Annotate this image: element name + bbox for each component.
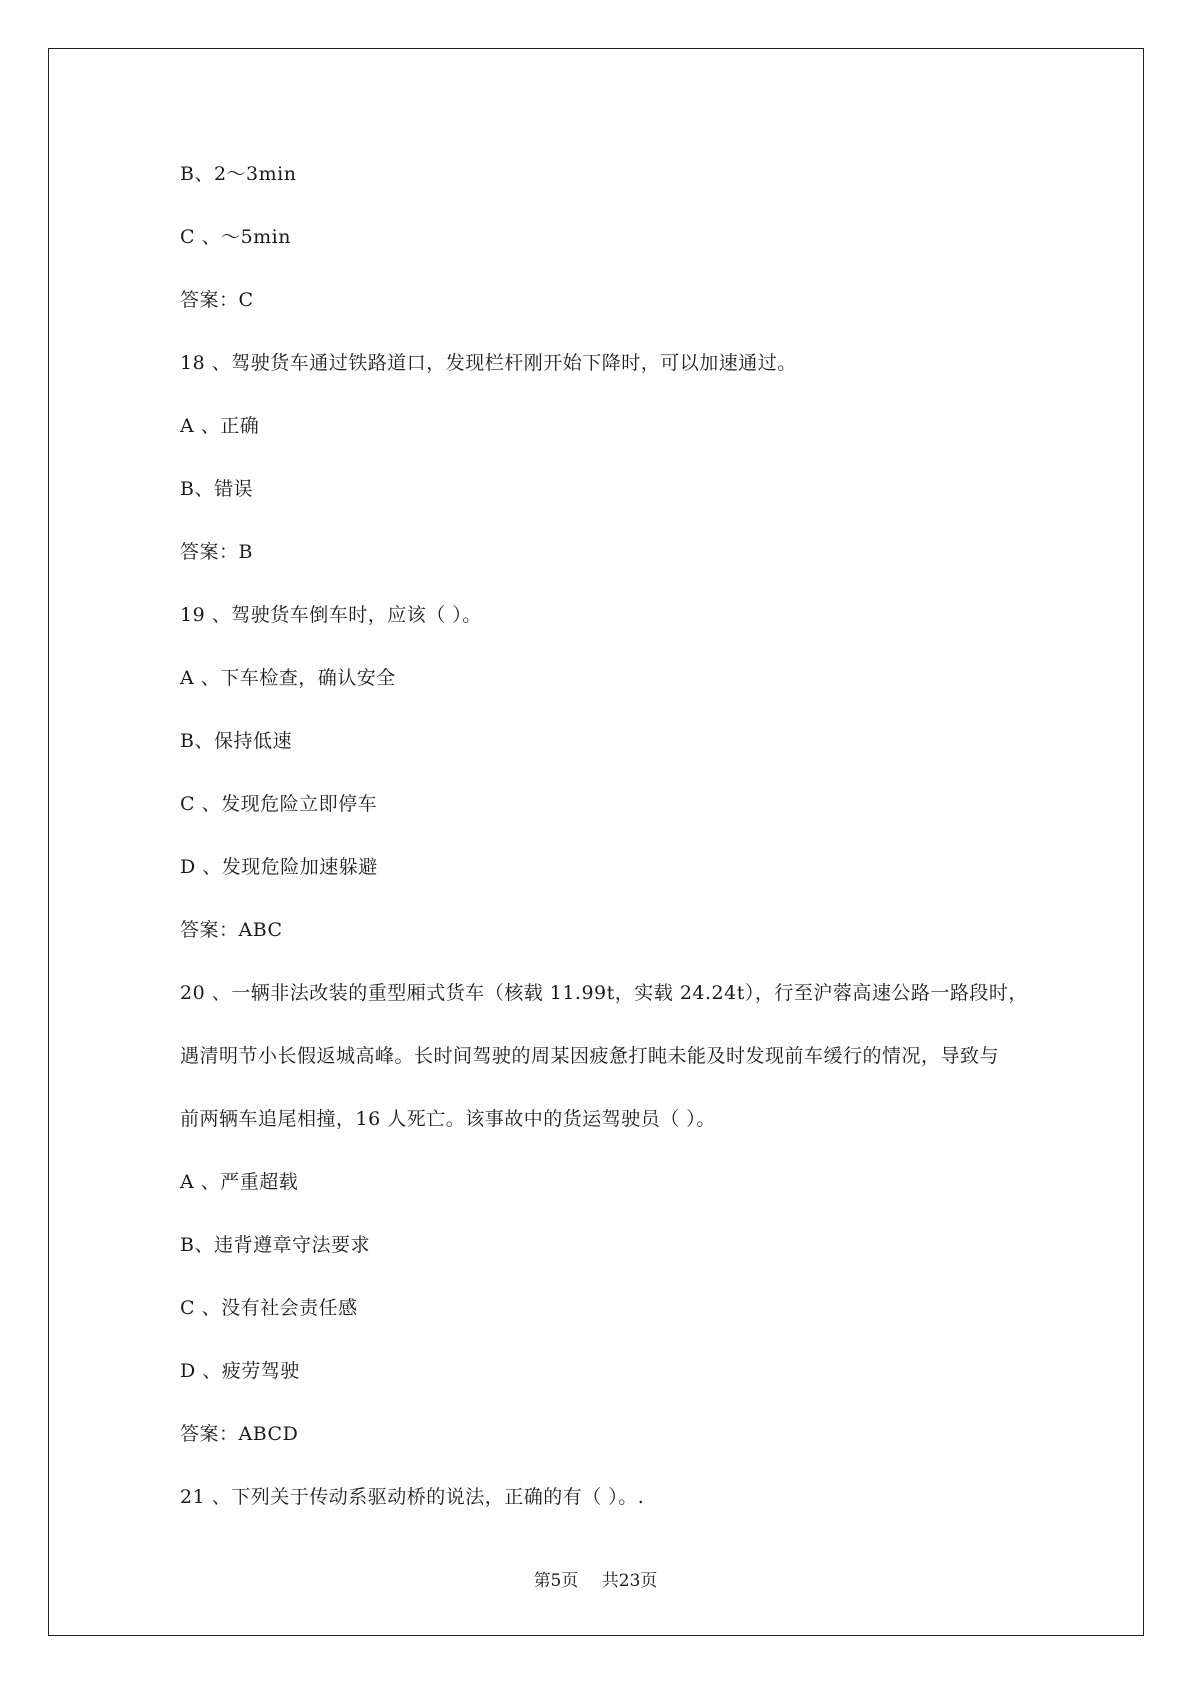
q19-answer: 答案：ABC bbox=[180, 919, 283, 941]
q18-question: 18 、驾驶货车通过铁路道口，发现栏杆刚开始下降时，可以加速通过。 bbox=[180, 352, 797, 374]
q19-option-b: B、保持低速 bbox=[180, 730, 292, 752]
q19-option-a: A 、下车检查，确认安全 bbox=[180, 667, 396, 689]
q20-option-a: A 、严重超载 bbox=[180, 1171, 299, 1193]
q20-option-d: D 、疲劳驾驶 bbox=[180, 1360, 300, 1382]
q17-option-b: B、2～3min bbox=[180, 163, 297, 185]
q20-question-line3: 前两辆车追尾相撞，16 人死亡。该事故中的货运驾驶员（ ）。 bbox=[180, 1108, 716, 1130]
q20-option-c: C 、没有社会责任感 bbox=[180, 1297, 358, 1319]
q18-option-b: B、错误 bbox=[180, 478, 253, 500]
q20-question-line1: 20 、一辆非法改装的重型厢式货车（核载 11.99t，实载 24.24t），行至沪蓉高速公路一路段时， bbox=[180, 982, 1028, 1004]
q18-option-a: A 、正确 bbox=[180, 415, 260, 437]
q21-question: 21 、下列关于传动系驱动桥的说法，正确的有（ ）。. bbox=[180, 1486, 645, 1508]
q20-option-b: B、违背遵章守法要求 bbox=[180, 1234, 370, 1256]
page-footer bbox=[0, 1570, 1191, 1592]
q17-answer: 答案：C bbox=[180, 289, 254, 311]
footer-total-pages: 共23页 bbox=[601, 1571, 658, 1591]
q18-answer: 答案：B bbox=[180, 541, 253, 563]
q20-question-line2: 遇清明节小长假返城高峰。长时间驾驶的周某因疲惫打盹未能及时发现前车缓行的情况，导致与 bbox=[180, 1045, 1000, 1067]
footer-page-number: 第5页 bbox=[533, 1571, 579, 1591]
q19-question: 19 、驾驶货车倒车时，应该（ ）。 bbox=[180, 604, 482, 626]
q19-option-c: C 、发现危险立即停车 bbox=[180, 793, 378, 815]
q17-option-c: C 、～5min bbox=[180, 226, 291, 248]
q19-option-d: D 、发现危险加速躲避 bbox=[180, 856, 378, 878]
q20-answer: 答案：ABCD bbox=[180, 1423, 299, 1445]
